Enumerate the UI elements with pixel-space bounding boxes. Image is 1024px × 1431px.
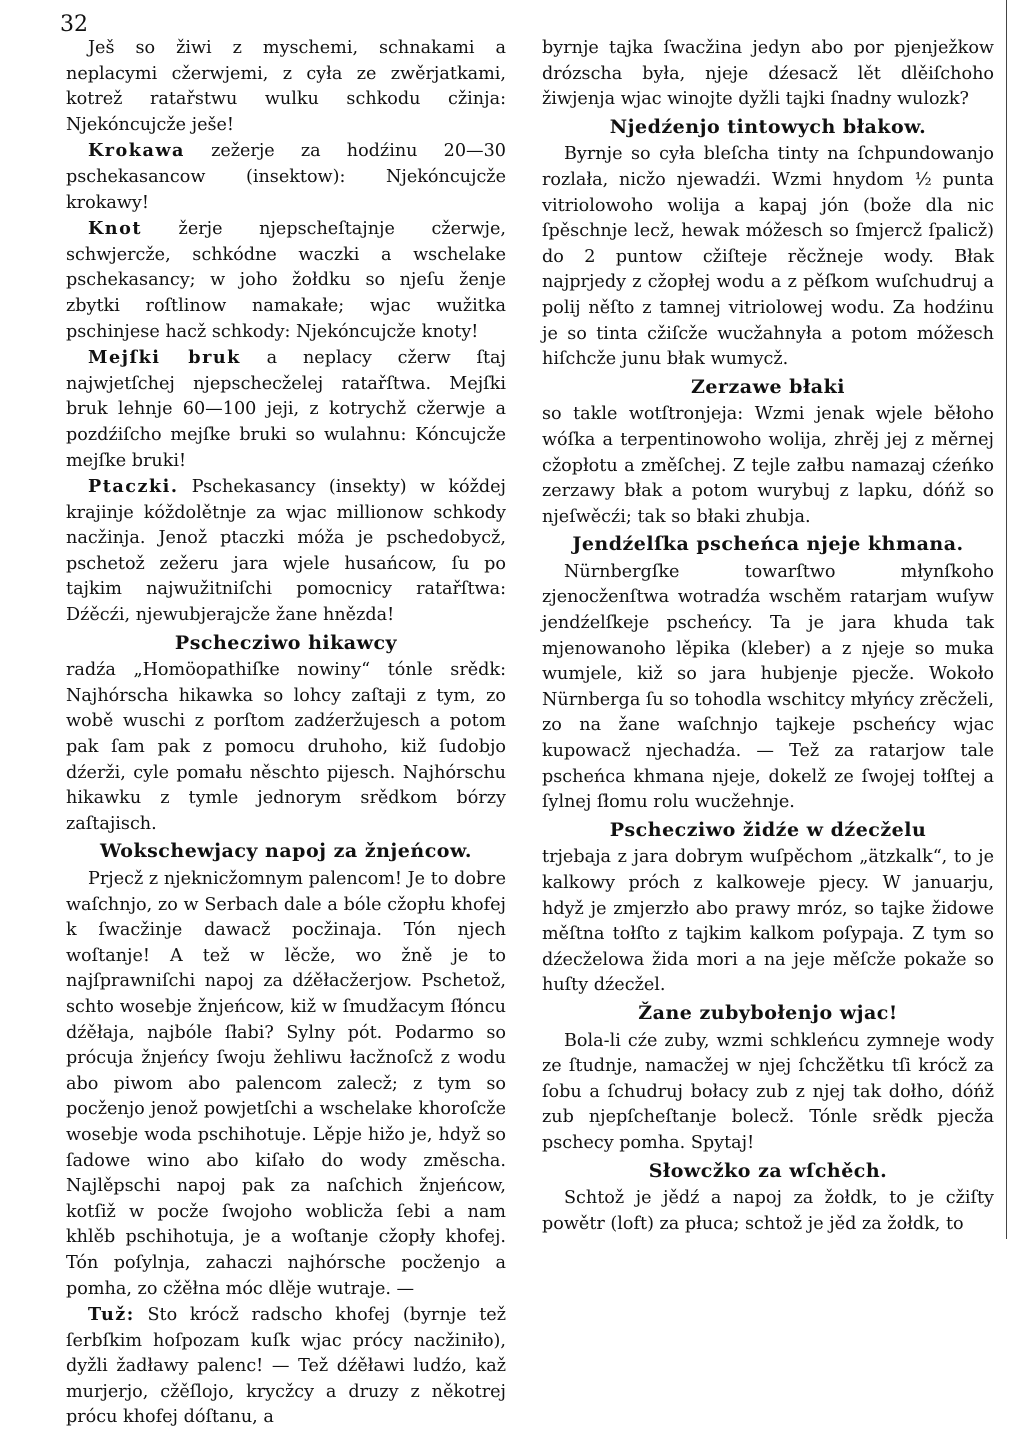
paragraph [66,36,506,138]
paragraph-text: zežerje za hodźinu 20—30 pschekasancow (insektow): Njekóncujcže krokawy! [66,141,506,213]
paragraph-text: Byrnje so cyła bleſcha tinty na ſchpundowanjo rozlała, nicžo njewadźi. Wzmi hnydom ½ punta vitriolowoho wolija a kapaj jón (bože dla nic ſpěschnje lecž, hewak móžesch so ſmjercž ſpalicž) do 2 puntow cžiſteje rěcžneje wody. Błak najprjedy z cžopłej wodu a z pěſkom wuſchudruj a polij něſto z tamnej vitriolowej wodu. Za hodźinu je so tinta cžiſcže wucžahnyła a potom móžesch hiſchcže junu błak wumycž. [542,144,994,370]
paragraph-text: trjebaja z jara dobrym wuſpěchom „ätzkalk“, to je kalkowy próch z kalkoweje pjecy. W januarju, hdyž je zmjerzło abo prawy mróz, so tajke židowe měſtna tołſto z tajkim kalkom poſypaja. Z tym so dźecželowa žida mori a na jeje měſcže pokaže so huſty dźecžel. [542,847,994,996]
paragraph-lead: Ptaczki. [88,476,179,498]
paragraph [66,345,506,474]
paragraph-text: Sto krócž radscho khofej (byrnje tež ſerbſkim hoſpozam kuſk wjac prócy nacžiniło), dyžli žadławy palenc! — Tež dźěławi ludźo, kaž murjerjo, cžěſlojo, krycžcy a druzy z někotrej prócu khofej dóſtanu, a [66,1305,506,1428]
section-heading: Pschecziwo hikawcy [174,631,398,654]
paragraph-text: Nürnbergſke towarſtwo młynſkoho zjenocženſtwa wotradźa wschěm ratarjam wuſyw jendźelſkeje pscheńcy. Ta je jara khuda tak mjenowanoho lěpika (kleber) a z njeje so muka wumjele, kiž so jara hubjenje pjecže. Wokoło Nürnberga ſu so tohodla wschitcy młyńcy zrěcželi, zo na žane waſchnjo tajkeje pscheńcy wjac kupowacž njechadźa. — Tež za ratarjow tale pscheńca khmana njeje, dokelž ze ſwojej tołſtej a ſylnej ſłomu rolu wucžehnje. [542,561,994,813]
paragraph [542,560,994,816]
section-heading: Słowcžko za wſchěch. [648,1159,888,1182]
section-heading: Žane zubybołenjo wjac! [638,1001,898,1024]
paragraph-lead: Knot [88,218,142,240]
paragraph [542,36,994,113]
paragraph [542,402,994,530]
paragraph [66,658,506,837]
paragraph [66,474,506,629]
section-heading: Pschecziwo židźe w dźecželu [609,818,927,841]
paragraph [66,138,506,216]
paragraph-text: Schtož je jědź a napoj za žołdk, to je cžiſty powětr (loft) za płuca; schtož je jěd za žołdk, to [542,1188,994,1234]
paragraph-lead: Krokawa [88,140,185,162]
right-column [542,36,994,1237]
section-heading: Jendźelſka pscheńca njeje khmana. [572,533,964,556]
paragraph [66,216,506,345]
paragraph [542,1029,994,1157]
left-column [66,36,506,1431]
paragraph-text: Prjecž z njeknicžomnym palencom! Je to dobre waſchnjo, zo w Serbach dale a bóle cžopłu khofej k ſwacžinje dawacž pocžinaja. Tón njech woſtanje! A tež w lěcže, wo žně je to najſprawniſchi napoj za dźěłacžerjow. Pschetož, schto wosebje žnjeńcow, kiž w ſmudžacym ſłóncu dźěłaja, najbóle ſłabi? Sylny pót. Podarmo so prócuja žnjeńcy ſwoju žehliwu łacžnoſcž z wodu abo piwom abo palencom zalecž; z tym so pocženjo jenož powjetſchi a wschelake khoroſcže wosebje woda pschihotuje. Lěpje hižo je, hdyž so ſadowe wino abo kiſało do wody změscha. Najlěpschi napoj pak za naſchich žnjeńcow, kotſiž w pocže ſwojoho woblicža ſebi a nam khlěb pschihotuja, je a woſtanje cžopły khofej. Tón poſylnja, zahaczi najhórsche pocženjo a pomha, zo cžěłna móc dlěje wutraje. — [66,869,506,1299]
section-heading: Zerzawe błaki [691,375,845,398]
paragraph-text: Ješ so žiwi z myschemi, schnakami a neplacymi cžerwjemi, z cyła ze zwěrjatkami, kotrež ratařstwu wulku schkodu cžinja: Njekóncujcže ješe! [66,38,506,135]
paragraph [542,142,994,372]
paragraph-text: Pschekasancy (insekty) w kóždej krajinje kóždolětnje za wjac millionow schkody nacžinja. Jenož ptaczki móža je pschedobycž, pschetož zežeru jara wjele husańcow, ſu po tajkim najwužitniſchi pomocnicy ratařſtwa: Dźěcźi, njewubjerajcže žane hnězda! [66,477,506,626]
paragraph-lead: Tuž: [88,1304,135,1326]
paragraph-text: žerje njepscheſtajnje cžerwje, schwjercže, schkódne waczki a wschelake pschekasancy; w joho žołdku so njeſu ženje zbytki roſtlinow namakałe; wjac wužitka pschinjese hacž schkody: Njekóncujcže knoty! [66,219,506,342]
section-heading: Wokschewjacy napoj za žnjeńcow. [99,840,473,863]
paragraph [66,1302,506,1431]
paragraph [542,845,994,999]
paragraph-lead: Mejſki bruk [88,347,241,369]
page-edge-rule [1006,0,1007,1239]
paragraph-text: radźa „Homöopathiſke nowiny“ tónle srědk: Najhórscha hikawka so lohcy zaſtaji z tym, zo wobě wuschi z porſtom zadźeržujesch a potom pak ſam pak z pomocu druhoho, kiž ſudobjo dźerži, cyle pomału něschto pijesch. Najhórschu hikawku z tymle jednorym srědkom bórzy zaſtajisch. [66,660,506,834]
paragraph-text: so takle wotſtronjeja: Wzmi jenak wjele běłoho wóſka a terpentinowoho wolija, zhrěj jej z měrnej cžopłotu a změſchej. Z tejle załbu namazaj cźeńko zerzawy błak a potom wurybuj z lapku, dóńž so njeſwěcźi; tak so błaki zhubja. [542,404,994,527]
paragraph [66,867,506,1302]
paragraph-text: byrnje tajka ſwacžina jedyn abo por pjenježkow drózscha była, njeje dźesacž lět dlěiſchoho žiwjenja wjac winojte dyžli tajki ſnadny wulozk? [542,38,994,110]
paragraph [542,1186,994,1237]
paragraph-text: Bola-li cźe zuby, wzmi schkleńcu zymneje wody ze ſtudnje, namacžej w njej ſchcžětku tſi krócž za ſobu a ſchudruj bołacy zub z njej tak dołho, dóńž zub njepſcheſtanje bolecž. Tónle srědk pjecža pschecy pomha. Spytaj! [542,1030,994,1153]
section-heading: Njedźenjo tintowych błakow. [609,115,927,138]
page-number: 32 [60,12,88,37]
paragraph-text: a neplacy cžerw ſtaj najwjetſchej njepschecželej ratařſtwa. Mejſki bruk lehnje 60—100 jeji, z kotrychž cžerwje a pozdźiſcho mejſke bruki so wulahnu: Kóncujcže mejſke bruki! [66,348,507,471]
